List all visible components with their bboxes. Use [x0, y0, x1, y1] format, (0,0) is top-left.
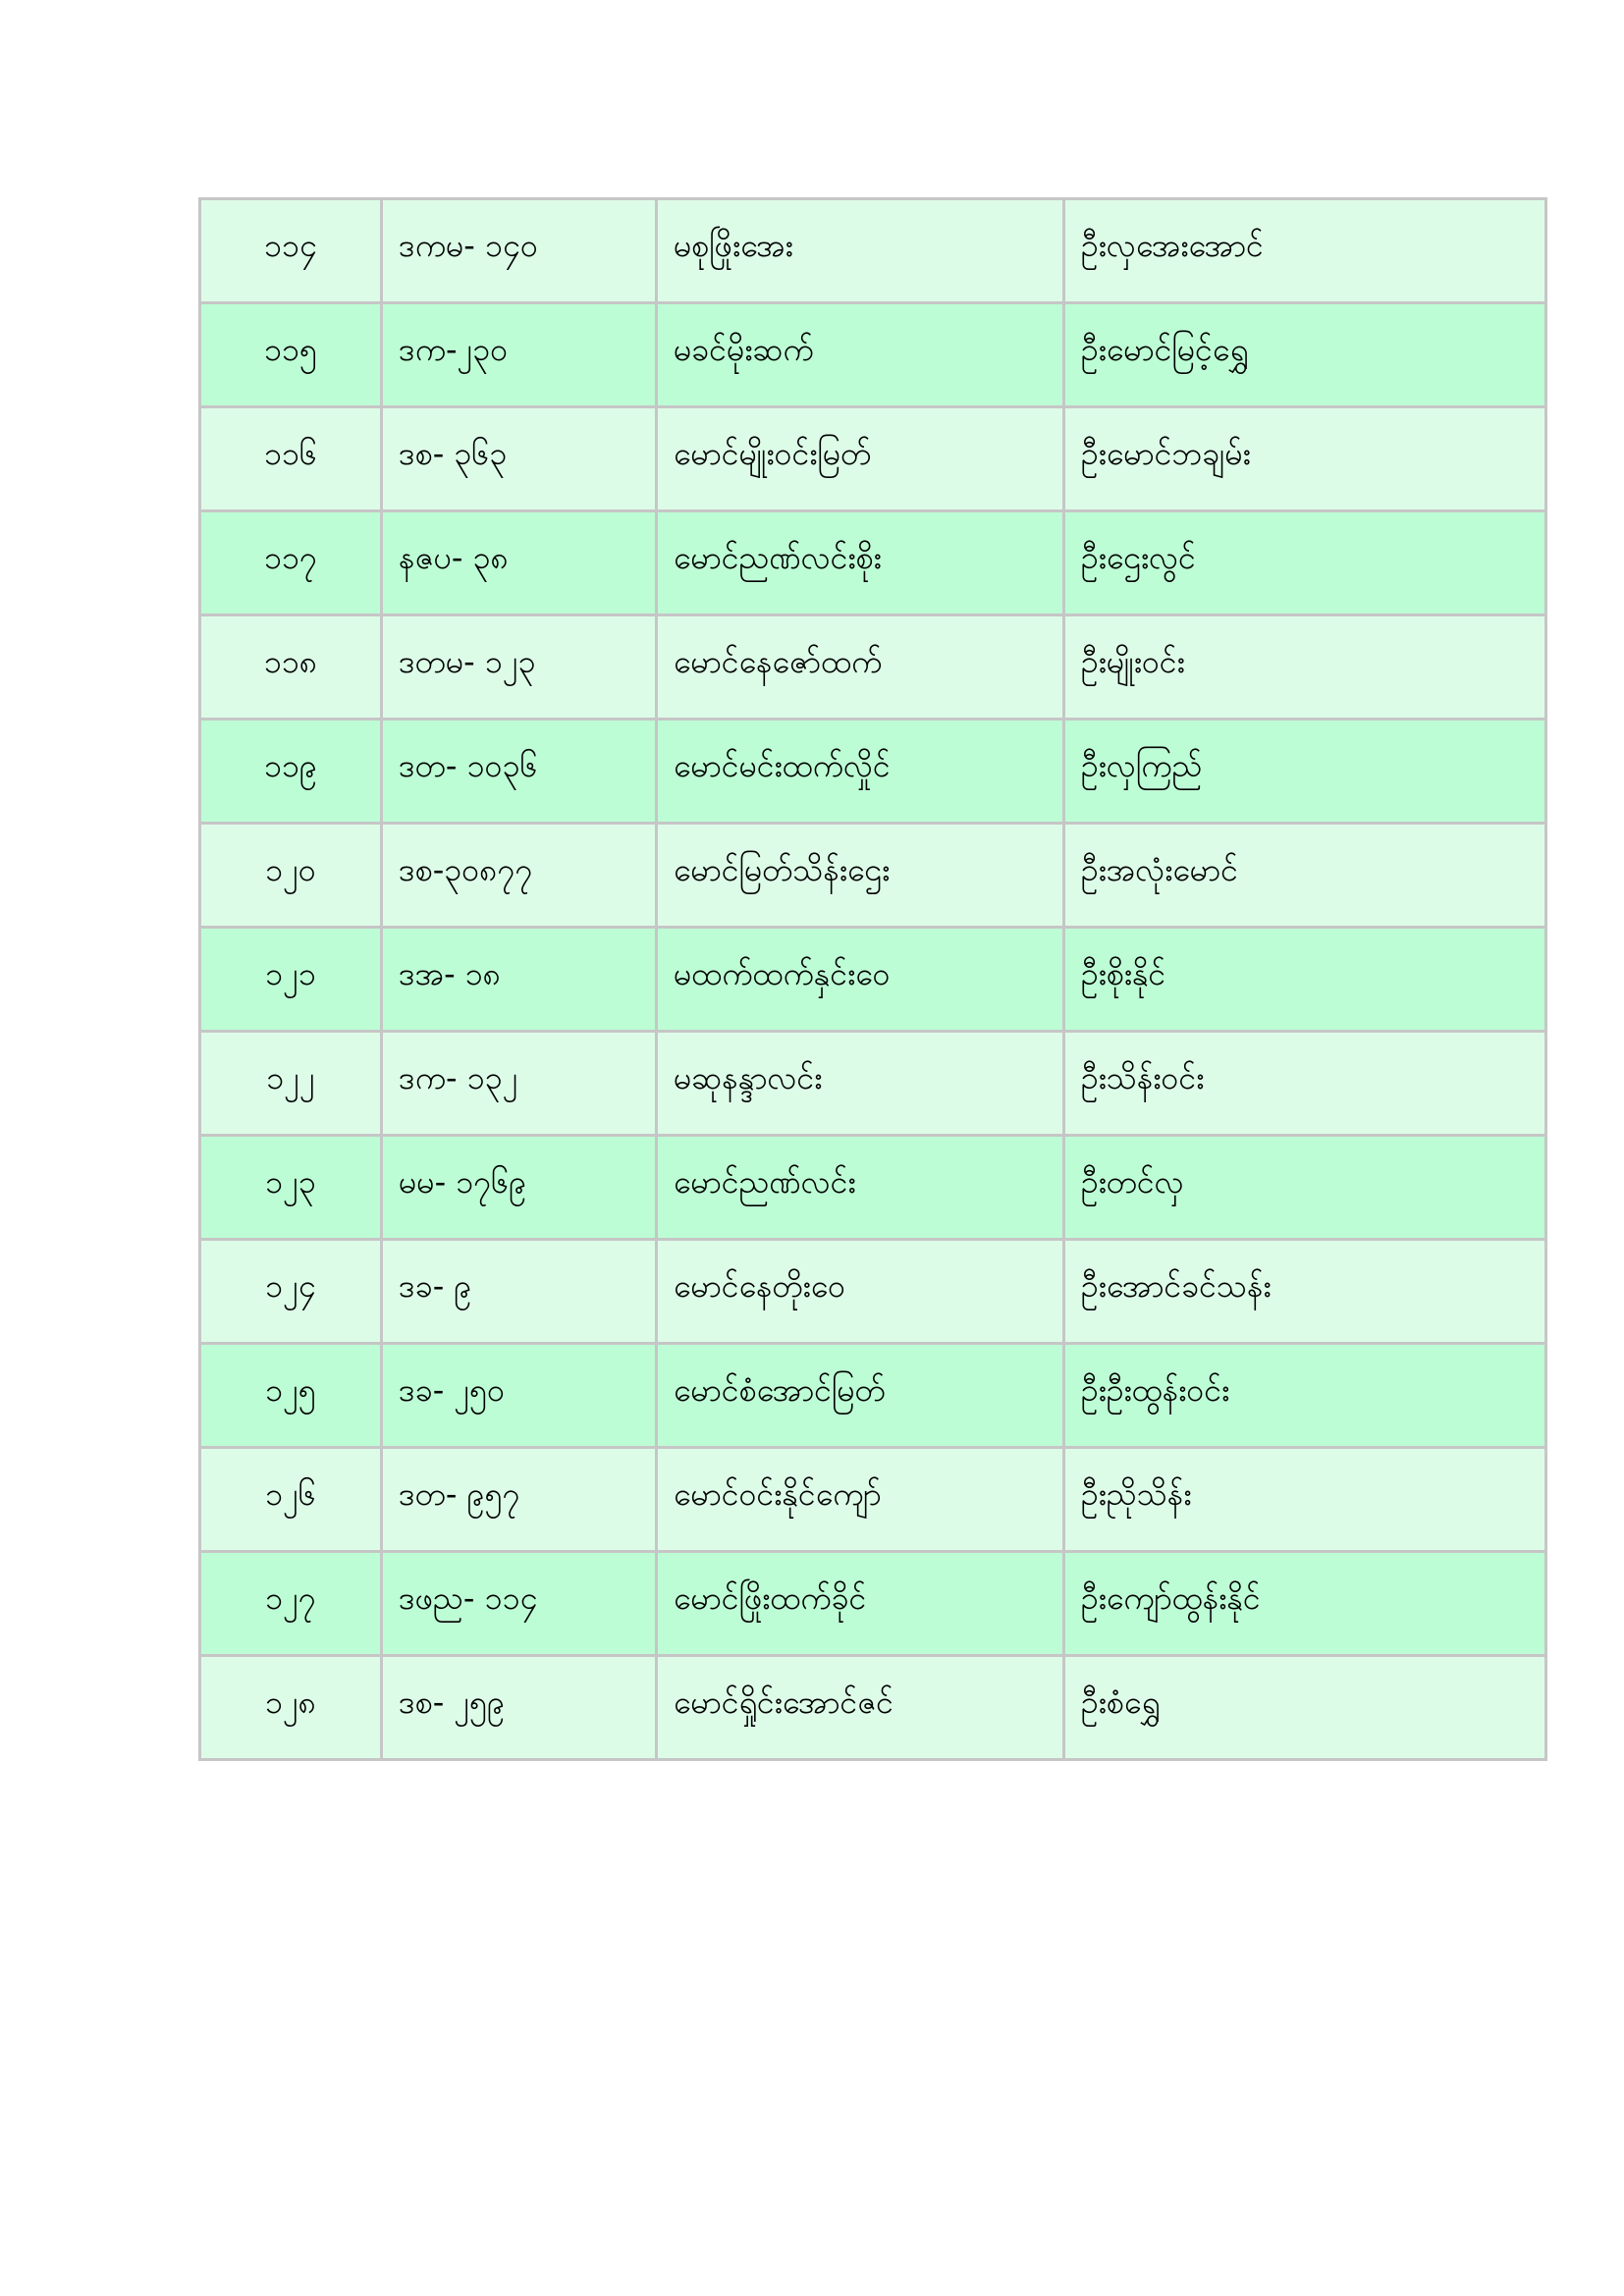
- cell-name: မောင်ညဏ်လင်း: [657, 1136, 1064, 1240]
- cell-father-name: ဦးမောင်ဘချမ်း: [1064, 407, 1546, 511]
- cell-serial-number: ၁၁၆: [200, 407, 382, 511]
- table-row: [200, 1032, 1546, 1136]
- cell-name: မောင်မြတ်သိန်းဌေး: [657, 824, 1064, 928]
- cell-serial-number: ၁၁၉: [200, 720, 382, 824]
- cell-father-name: ဦးမျိုးဝင်း: [1064, 615, 1546, 720]
- cell-father-name: ဦးညိုသိန်း: [1064, 1448, 1546, 1552]
- table-row: [200, 1552, 1546, 1656]
- table-row: [200, 1656, 1546, 1760]
- cell-serial-number: ၁၂၀: [200, 824, 382, 928]
- cell-father-name: ဦးအလုံးမောင်: [1064, 824, 1546, 928]
- table-row: [200, 824, 1546, 928]
- cell-serial-number: ၁၂၅: [200, 1344, 382, 1448]
- cell-name: မထက်ထက်နှင်းဝေ: [657, 928, 1064, 1032]
- cell-father-name: ဦးကျော်ထွန်းနိုင်: [1064, 1552, 1546, 1656]
- table-row: [200, 1136, 1546, 1240]
- cell-roll-number: ဒက-၂၃၀: [382, 303, 657, 407]
- cell-roll-number: ဒကမ- ၁၄၀: [382, 199, 657, 303]
- cell-roll-number: နဇပ- ၃၈: [382, 511, 657, 615]
- table-row: [200, 303, 1546, 407]
- cell-name: မောင်နေတိုးဝေ: [657, 1240, 1064, 1344]
- cell-serial-number: ၁၂၂: [200, 1032, 382, 1136]
- cell-serial-number: ၁၂၃: [200, 1136, 382, 1240]
- cell-name: မောင်ညဏ်လင်းစိုး: [657, 511, 1064, 615]
- cell-serial-number: ၁၂၈: [200, 1656, 382, 1760]
- cell-name: မောင်စံအောင်မြတ်: [657, 1344, 1064, 1448]
- table-row: [200, 199, 1546, 303]
- cell-name: မဆုနန္ဒာလင်း: [657, 1032, 1064, 1136]
- cell-roll-number: ဒဖည- ၁၁၄: [382, 1552, 657, 1656]
- cell-roll-number: ဒစ-၃၀၈၇၇: [382, 824, 657, 928]
- cell-name: မောင်ဝင်းနိုင်ကျော်: [657, 1448, 1064, 1552]
- cell-serial-number: ၁၁၇: [200, 511, 382, 615]
- cell-serial-number: ၁၂၇: [200, 1552, 382, 1656]
- cell-serial-number: ၁၂၄: [200, 1240, 382, 1344]
- cell-name: မစုဖြိုးအေး: [657, 199, 1064, 303]
- cell-name: မောင်မျိုးဝင်းမြတ်: [657, 407, 1064, 511]
- cell-roll-number: ဒတမ- ၁၂၃: [382, 615, 657, 720]
- results-table: [198, 197, 1547, 1761]
- cell-name: မောင်ရှိုင်းအောင်ဇင်: [657, 1656, 1064, 1760]
- table-row: [200, 1448, 1546, 1552]
- cell-name: မောင်ဖြိုးထက်ခိုင်: [657, 1552, 1064, 1656]
- table-row: [200, 720, 1546, 824]
- cell-father-name: ဦးသိန်းဝင်း: [1064, 1032, 1546, 1136]
- cell-roll-number: ဒခ- ၂၅၀: [382, 1344, 657, 1448]
- cell-father-name: ဦးဌေးလွင်: [1064, 511, 1546, 615]
- cell-serial-number: ၁၁၄: [200, 199, 382, 303]
- table-row: [200, 407, 1546, 511]
- cell-father-name: ဦးလှအေးအောင်: [1064, 199, 1546, 303]
- cell-serial-number: ၁၁၅: [200, 303, 382, 407]
- table-row: [200, 615, 1546, 720]
- cell-father-name: ဦးအောင်ခင်သန်း: [1064, 1240, 1546, 1344]
- cell-roll-number: ဒက- ၁၃၂: [382, 1032, 657, 1136]
- table-row: [200, 511, 1546, 615]
- cell-roll-number: ဒတ- ၁၀၃၆: [382, 720, 657, 824]
- cell-name: မောင်မင်းထက်လှိုင်: [657, 720, 1064, 824]
- cell-name: မောင်နေဇော်ထက်: [657, 615, 1064, 720]
- cell-father-name: ဦးဦးထွန်းဝင်း: [1064, 1344, 1546, 1448]
- cell-roll-number: ဒအ- ၁၈: [382, 928, 657, 1032]
- table-row: [200, 1344, 1546, 1448]
- table-row: [200, 928, 1546, 1032]
- cell-serial-number: ၁၂၁: [200, 928, 382, 1032]
- cell-father-name: ဦးစိုးနိုင်: [1064, 928, 1546, 1032]
- cell-father-name: ဦးစံရွှေ: [1064, 1656, 1546, 1760]
- cell-roll-number: ဒစ- ၃၆၃: [382, 407, 657, 511]
- cell-serial-number: ၁၂၆: [200, 1448, 382, 1552]
- table-body: [200, 199, 1546, 1760]
- cell-father-name: ဦးလှကြည်: [1064, 720, 1546, 824]
- cell-roll-number: ဒခ- ၉: [382, 1240, 657, 1344]
- cell-roll-number: မမ- ၁၇၆၉: [382, 1136, 657, 1240]
- cell-father-name: ဦးတင်လှ: [1064, 1136, 1546, 1240]
- cell-father-name: ဦးမောင်မြင့်ရွှေ: [1064, 303, 1546, 407]
- cell-name: မခင်မိုးဆက်: [657, 303, 1064, 407]
- table-row: [200, 1240, 1546, 1344]
- cell-roll-number: ဒတ- ၉၅၇: [382, 1448, 657, 1552]
- cell-roll-number: ဒစ- ၂၅၉: [382, 1656, 657, 1760]
- cell-serial-number: ၁၁၈: [200, 615, 382, 720]
